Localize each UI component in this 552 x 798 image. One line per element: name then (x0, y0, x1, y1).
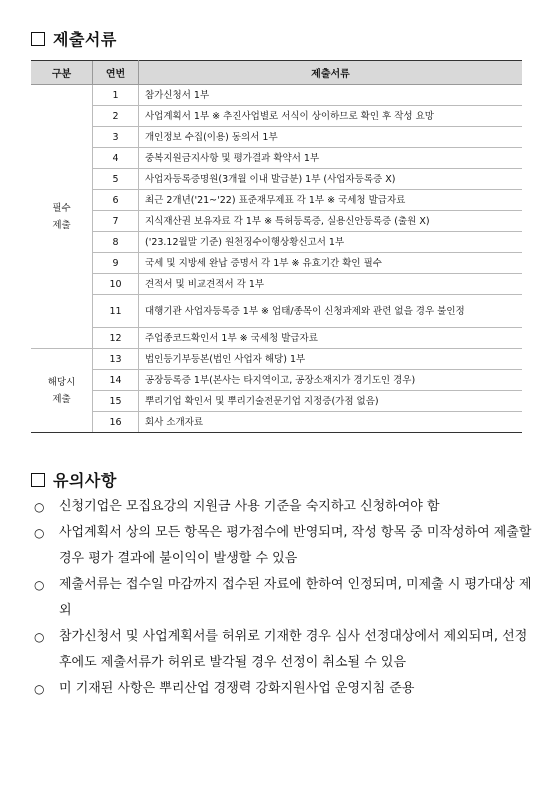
row-number: 14 (93, 370, 139, 391)
table-row (31, 232, 522, 253)
table-row (31, 274, 522, 295)
table-row (31, 349, 522, 370)
circle-bullet-icon: ○ (34, 500, 45, 514)
row-number: 10 (93, 274, 139, 295)
section-title-documents (31, 27, 117, 50)
row-document: 뿌리기업 확인서 및 뿌리기술전문기업 지정증(가점 없음) (139, 391, 523, 412)
list-item (34, 572, 534, 624)
row-document: 사업계획서 1부 ※ 추진사업별로 서식이 상이하므로 확인 후 작성 요망 (139, 106, 523, 127)
table-row (31, 370, 522, 391)
row-document: 주업종코드확인서 1부 ※ 국세청 발급자료 (139, 328, 523, 349)
table-row (31, 127, 522, 148)
circle-bullet-icon: ○ (34, 682, 45, 696)
table-row (31, 211, 522, 232)
checkbox-square-icon (31, 32, 45, 46)
list-item (34, 624, 534, 676)
header-category: 구분 (31, 61, 93, 85)
group-conditional (31, 349, 93, 433)
row-number: 4 (93, 148, 139, 169)
header-document: 제출서류 (139, 61, 523, 85)
list-item (34, 676, 534, 702)
row-number: 6 (93, 190, 139, 211)
row-document: 법인등기부등본(법인 사업자 해당) 1부 (139, 349, 523, 370)
table-row (31, 295, 522, 328)
note-text: 제출서류는 접수일 마감까지 접수된 자료에 한하여 인정되며, 미제출 시 평가대상 제외 (59, 577, 532, 618)
row-document: 대행기관 사업자등록증 1부 ※ 업태/종목이 신청과제와 관련 없을 경우 불인정 (139, 295, 523, 328)
circle-bullet-icon: ○ (34, 630, 45, 644)
group-required (31, 85, 93, 349)
table-row (31, 412, 522, 433)
table-header-row (31, 61, 522, 85)
circle-bullet-icon: ○ (34, 578, 45, 592)
row-document: 사업자등록증명원(3개월 이내 발급분) 1부 (사업자등록증 X) (139, 169, 523, 190)
row-document: 개인정보 수집(이용) 동의서 1부 (139, 127, 523, 148)
list-item (34, 520, 534, 572)
note-text: 사업계획서 상의 모든 항목은 평가점수에 반영되며, 작성 항목 중 미작성하여 제출할 경우 평가 결과에 불이익이 발생할 수 있음 (59, 525, 532, 566)
table-row (31, 190, 522, 211)
row-document: 견적서 및 비교견적서 각 1부 (139, 274, 523, 295)
row-document: 참가신청서 1부 (139, 85, 523, 106)
row-number: 9 (93, 253, 139, 274)
header-number: 연번 (93, 61, 139, 85)
section-title-notes-text: 유의사항 (53, 471, 117, 490)
row-document: 공장등록증 1부(본사는 타지역이고, 공장소재지가 경기도인 경우) (139, 370, 523, 391)
row-number: 15 (93, 391, 139, 412)
row-number: 13 (93, 349, 139, 370)
documents-table (31, 60, 522, 433)
table-row (31, 85, 522, 106)
row-document: 지식재산권 보유자료 각 1부 ※ 특허등록증, 실용신안등록증 (출원 X) (139, 211, 523, 232)
group-label-line2: 제출 (52, 219, 71, 231)
row-number: 12 (93, 328, 139, 349)
row-document: 최근 2개년('21~'22) 표준재무제표 각 1부 ※ 국세청 발급자료 (139, 190, 523, 211)
row-number: 7 (93, 211, 139, 232)
note-text: 신청기업은 모집요강의 지원금 사용 기준을 숙지하고 신청하여야 함 (59, 499, 440, 514)
table-row (31, 106, 522, 127)
row-document: 국세 및 지방세 완납 증명서 각 1부 ※ 유효기간 확인 필수 (139, 253, 523, 274)
notes-list (34, 494, 534, 702)
row-number: 1 (93, 85, 139, 106)
row-document: ('23.12월말 기준) 원천징수이행상황신고서 1부 (139, 232, 523, 253)
row-number: 5 (93, 169, 139, 190)
row-document: 중복지원금지사항 및 평가결과 확약서 1부 (139, 148, 523, 169)
note-text: 참가신청서 및 사업계획서를 허위로 기재한 경우 심사 선정대상에서 제외되며, 선정 후에도 제출서류가 허위로 발각될 경우 선정이 취소될 수 있음 (59, 629, 528, 670)
table-row (31, 391, 522, 412)
row-number: 3 (93, 127, 139, 148)
circle-bullet-icon: ○ (34, 526, 45, 540)
list-item (34, 494, 534, 520)
section-title-documents-text: 제출서류 (53, 30, 117, 49)
table-row (31, 253, 522, 274)
table-row (31, 148, 522, 169)
table-row (31, 169, 522, 190)
section-title-notes (31, 468, 117, 491)
row-number: 16 (93, 412, 139, 433)
group-label-line2: 제출 (52, 393, 71, 405)
checkbox-square-icon (31, 473, 45, 487)
row-number: 2 (93, 106, 139, 127)
group-label-line1: 필수 (52, 202, 71, 214)
group-label-line1: 해당시 (47, 376, 76, 388)
row-document: 회사 소개자료 (139, 412, 523, 433)
note-text: 미 기재된 사항은 뿌리산업 경쟁력 강화지원사업 운영지침 준용 (59, 681, 415, 696)
table-row (31, 328, 522, 349)
row-number: 11 (93, 295, 139, 328)
row-number: 8 (93, 232, 139, 253)
